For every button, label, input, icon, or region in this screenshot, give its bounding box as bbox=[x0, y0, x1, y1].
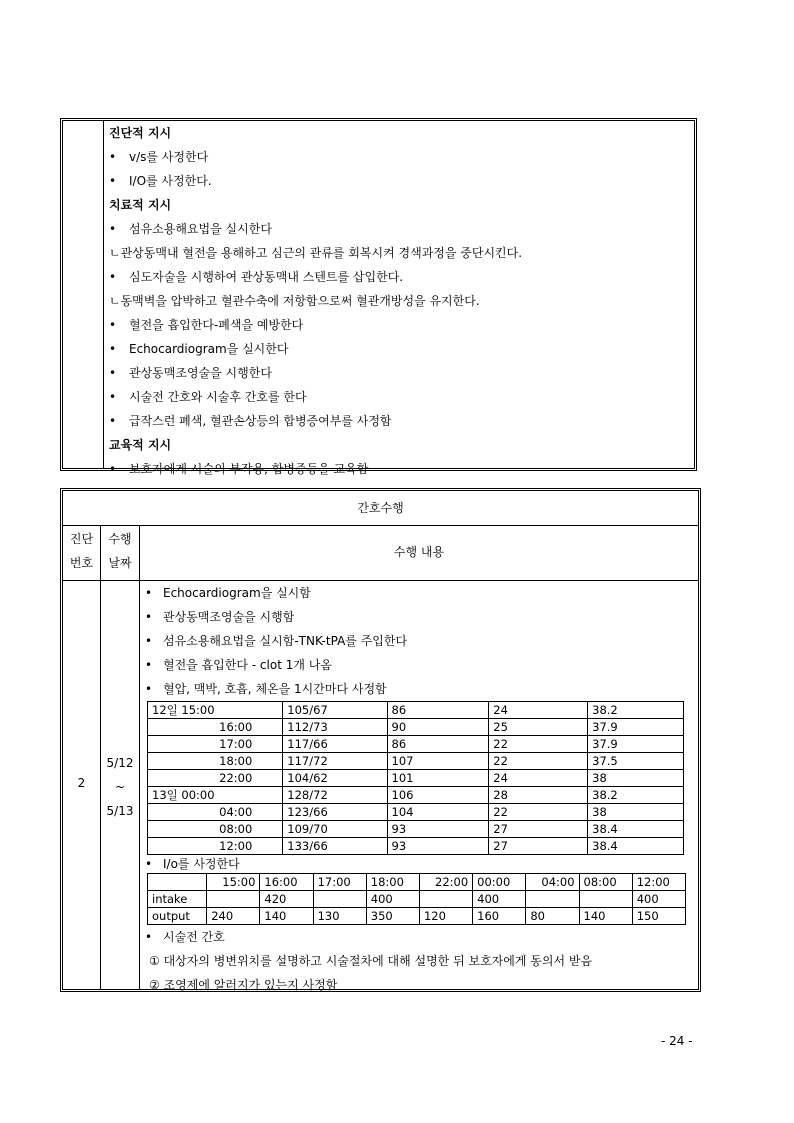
table-cell: 130 bbox=[313, 908, 366, 925]
table-cell: 27 bbox=[489, 821, 588, 838]
table-cell: 117/72 bbox=[283, 753, 387, 770]
table-cell: 22:00 bbox=[148, 770, 283, 787]
table-row bbox=[148, 753, 684, 770]
table-cell: 400 bbox=[473, 891, 526, 908]
table-row bbox=[148, 770, 684, 787]
nursing-implementation-title: 간호수행 bbox=[63, 491, 698, 526]
table-row bbox=[148, 804, 684, 821]
table-cell: 160 bbox=[473, 908, 526, 925]
table-cell: 133/66 bbox=[283, 838, 387, 855]
table-cell: 104/62 bbox=[283, 770, 387, 787]
table-cell: 86 bbox=[387, 702, 489, 719]
table-row bbox=[148, 736, 684, 753]
table-cell: 400 bbox=[366, 891, 419, 908]
date-header: 수행 날짜 bbox=[108, 532, 132, 570]
table-cell: 04:00 bbox=[526, 874, 579, 891]
content-header: 수행 내용 bbox=[393, 545, 445, 559]
table-cell: 24 bbox=[489, 770, 588, 787]
table-cell: 90 bbox=[387, 719, 489, 736]
orders-line: 치료적 지시 bbox=[109, 198, 172, 212]
orders-line: • 급작스런 폐색, 혈관손상등의 합병증여부를 사정함 bbox=[109, 409, 690, 433]
table-cell: 12:00 bbox=[632, 874, 685, 891]
orders-line: • 혈전을 흡입한다-폐색을 예방한다 bbox=[109, 313, 690, 337]
table-cell: 117/66 bbox=[283, 736, 387, 753]
table-row bbox=[148, 838, 684, 855]
implementation-bullet: • Echocardiogram을 실시함 bbox=[145, 581, 694, 605]
table-cell: 140 bbox=[579, 908, 632, 925]
orders-line: ㄴ동맥벽을 압박하고 혈관수축에 저항함으로써 혈관개방성을 유지한다. bbox=[109, 294, 480, 308]
io-table bbox=[147, 873, 686, 925]
orders-left-column bbox=[63, 121, 104, 468]
table-cell bbox=[419, 891, 472, 908]
table-cell bbox=[579, 891, 632, 908]
table-cell: 106 bbox=[387, 787, 489, 804]
orders-line: • 섬유소용해요법을 실시한다 bbox=[109, 217, 690, 241]
implementation-bullet: • 혈압, 맥박, 호흡, 체온을 1시간마다 사정함 bbox=[145, 677, 694, 701]
table-row bbox=[148, 891, 686, 908]
orders-box bbox=[60, 118, 697, 476]
dx-number: 2 bbox=[77, 776, 86, 790]
table-cell: intake bbox=[148, 891, 207, 908]
table-cell: 86 bbox=[387, 736, 489, 753]
table-row bbox=[148, 908, 686, 925]
table-cell: 38.2 bbox=[588, 787, 684, 804]
nursing-implementation-box bbox=[60, 488, 701, 992]
table-cell: 16:00 bbox=[148, 719, 283, 736]
table-cell: 22 bbox=[489, 736, 588, 753]
table-cell: 16:00 bbox=[260, 874, 313, 891]
table-cell: 22 bbox=[489, 804, 588, 821]
orders-line: • 심도자술을 시행하여 관상동맥내 스텐트를 삽입한다. bbox=[109, 265, 690, 289]
table-cell: 27 bbox=[489, 838, 588, 855]
orders-line: • v/s를 사정한다 bbox=[109, 145, 690, 169]
table-cell: 13일 00:00 bbox=[148, 787, 283, 804]
table-cell: 08:00 bbox=[579, 874, 632, 891]
table-cell bbox=[313, 891, 366, 908]
table-cell: 38 bbox=[588, 804, 684, 821]
table-cell: 38.2 bbox=[588, 702, 684, 719]
table-cell: 38.4 bbox=[588, 838, 684, 855]
table-cell: 18:00 bbox=[366, 874, 419, 891]
date-range: 5/12 ~ 5/13 bbox=[106, 756, 134, 818]
table-cell: 105/67 bbox=[283, 702, 387, 719]
pre-care-item: ① 대상자의 병변위치를 설명하고 시술절차에 대해 설명한 뒤 보호자에게 동의서 받음 bbox=[149, 954, 593, 968]
table-row bbox=[148, 702, 684, 719]
table-cell: 22 bbox=[489, 753, 588, 770]
table-row bbox=[148, 821, 684, 838]
table-cell: 37.5 bbox=[588, 753, 684, 770]
table-cell: 101 bbox=[387, 770, 489, 787]
table-cell: 25 bbox=[489, 719, 588, 736]
table-cell: 104 bbox=[387, 804, 489, 821]
table-cell: 12일 15:00 bbox=[148, 702, 283, 719]
table-header-row bbox=[148, 874, 686, 891]
orders-line: 진단적 지시 bbox=[109, 126, 172, 140]
table-cell: 109/70 bbox=[283, 821, 387, 838]
table-cell: 112/73 bbox=[283, 719, 387, 736]
table-cell: 37.9 bbox=[588, 719, 684, 736]
table-cell: 140 bbox=[260, 908, 313, 925]
table-cell bbox=[148, 874, 207, 891]
table-cell bbox=[526, 891, 579, 908]
table-cell: 107 bbox=[387, 753, 489, 770]
table-cell: 350 bbox=[366, 908, 419, 925]
pre-care-bullet: • 시술전 간호 bbox=[145, 930, 225, 944]
table-cell: 24 bbox=[489, 702, 588, 719]
table-cell: 80 bbox=[526, 908, 579, 925]
orders-line: • 시술전 간호와 시술후 간호를 한다 bbox=[109, 385, 690, 409]
table-cell: 93 bbox=[387, 821, 489, 838]
table-cell: 400 bbox=[632, 891, 685, 908]
implementation-bullet: • 섬유소용해요법을 실시함-TNK-tPA를 주입한다 bbox=[145, 629, 694, 653]
page-number: - 24 - bbox=[661, 1034, 693, 1048]
implementation-bullet: • 관상동맥조영술을 시행함 bbox=[145, 605, 694, 629]
orders-line: • 관상동맥조영술을 시행한다 bbox=[109, 361, 690, 385]
implementation-content bbox=[145, 581, 694, 997]
pre-care-item: ② 조영제에 알러지가 있는지 사정함 bbox=[149, 978, 338, 992]
table-cell: output bbox=[148, 908, 207, 925]
orders-line: • 보호자에게 시술의 부작용, 합병증등을 교육함 bbox=[109, 457, 690, 481]
table-cell: 08:00 bbox=[148, 821, 283, 838]
table-cell: 28 bbox=[489, 787, 588, 804]
table-cell: 38.4 bbox=[588, 821, 684, 838]
orders-line: ㄴ관상동맥내 혈전을 용해하고 심근의 관류를 회복시켜 경색과정을 중단시킨다. bbox=[109, 246, 523, 260]
orders-line: • Echocardiogram을 실시한다 bbox=[109, 337, 690, 361]
dx-number-header: 진단 번호 bbox=[69, 532, 94, 570]
orders-line: 교육적 지시 bbox=[109, 438, 172, 452]
table-cell: 00:00 bbox=[473, 874, 526, 891]
table-cell: 120 bbox=[419, 908, 472, 925]
table-cell: 04:00 bbox=[148, 804, 283, 821]
io-bullet: • I/o를 사정한다 bbox=[145, 857, 240, 871]
table-cell: 37.9 bbox=[588, 736, 684, 753]
table-cell: 12:00 bbox=[148, 838, 283, 855]
table-cell: 22:00 bbox=[419, 874, 472, 891]
table-cell: 240 bbox=[207, 908, 260, 925]
table-cell: 150 bbox=[632, 908, 685, 925]
table-cell: 93 bbox=[387, 838, 489, 855]
table-cell: 17:00 bbox=[313, 874, 366, 891]
table-cell bbox=[207, 891, 260, 908]
table-cell: 123/66 bbox=[283, 804, 387, 821]
orders-content bbox=[109, 121, 690, 481]
table-cell: 38 bbox=[588, 770, 684, 787]
table-row bbox=[148, 787, 684, 804]
vitals-table bbox=[147, 701, 684, 855]
orders-line: • I/O를 사정한다. bbox=[109, 169, 690, 193]
table-cell: 420 bbox=[260, 891, 313, 908]
table-row bbox=[148, 719, 684, 736]
table-cell: 128/72 bbox=[283, 787, 387, 804]
table-cell: 18:00 bbox=[148, 753, 283, 770]
table-cell: 17:00 bbox=[148, 736, 283, 753]
implementation-bullet: • 혈전을 흡입한다 - clot 1개 나옴 bbox=[145, 653, 694, 677]
table-cell: 15:00 bbox=[207, 874, 260, 891]
